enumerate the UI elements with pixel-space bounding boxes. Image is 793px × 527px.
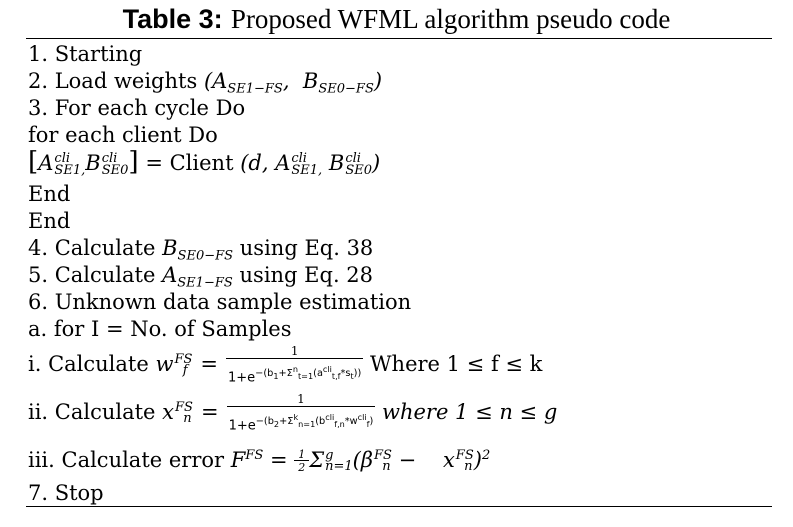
step-6ii: ii. Calculate x FS n = $\frac{1}{1+e^{-(b_2+\Sigma^k_{n=1}(b^{cli}_{f,n}*w^{cli}_f)}}$ where 1 ≤ n ≤ g — [28, 392, 558, 434]
step-4-formula: $B_{SE0-FS}$ — [162, 236, 234, 264]
end-line-1: End — [28, 182, 71, 206]
step-5-formula: $A_{SE1-FS}$ — [162, 263, 233, 291]
step-1: 1. Starting — [28, 42, 143, 66]
step-6i-label: i. Calculate — [28, 351, 149, 376]
table-label: Table 3: — [122, 4, 223, 34]
step-6iii — [28, 444, 490, 473]
step-6iii-label: iii. Calculate error — [28, 447, 225, 472]
client-update-args: (d, A cli SE1, B cli SE0 ) — [240, 150, 381, 178]
end-line-2: End — [28, 209, 71, 233]
step-6a: a. for I = No. of Samples — [28, 317, 292, 341]
step-6ii-where: where 1 ≤ n ≤ g — [381, 399, 558, 424]
step-6i-fraction: $\frac{1}{1+e^{-(b_1+\Sigma^n_{t=1}(a^{cli}_{t,f}*s_t))}}$ — [228, 344, 362, 386]
step-7: 7. Stop — [28, 481, 104, 505]
step-6iii-formula: $F^{FS}$ = $\frac{1}{2}$ Σ g n=1 (β FS n − x FS n )$^2$ — [230, 447, 491, 475]
step-4-label: 4. Calculate — [28, 236, 156, 260]
client-update-fn: = Client — [145, 151, 234, 175]
step-4-suffix: using Eq. 38 — [239, 236, 374, 260]
step-2-formula: ($A_{SE1-FS}$, $B_{SE0-FS}$) — [203, 69, 383, 97]
step-2-label: 2. Load weights — [28, 69, 198, 93]
step-5-label: 5. Calculate — [28, 263, 156, 287]
step-6ii-fraction: $\frac{1}{1+e^{-(b_2+\Sigma^k_{n=1}(b^{cli}_{f,n}*w^{cli}_f)}}$ — [228, 392, 374, 434]
step-6i-where: Where 1 ≤ f ≤ k — [369, 351, 543, 376]
step-5-suffix: using Eq. 28 — [239, 263, 374, 287]
bottom-rule — [26, 506, 772, 507]
top-rule — [26, 38, 772, 39]
table-title — [0, 4, 793, 35]
step-6i: i. Calculate w FS f = $\frac{1}{1+e^{-(b_1+\Sigma^n_{t=1}(a^{cli}_{t,f}*s_t))}}$ Where 1 ≤ f ≤ k — [28, 344, 543, 386]
client-update-lhs: [A cli SE1, B cli SE0 ] — [28, 147, 139, 178]
step-3: 3. For each cycle Do — [28, 96, 246, 120]
client-update-line — [28, 147, 381, 178]
step-6ii-lhs: x FS n — [162, 399, 193, 427]
step-6: 6. Unknown data sample estimation — [28, 290, 412, 314]
step-3b: for each client Do — [28, 123, 218, 147]
step-6i-lhs: w FS f — [155, 351, 193, 379]
table-caption: Proposed WFML algorithm pseudo code — [230, 4, 671, 34]
step-6ii-label: ii. Calculate — [28, 399, 156, 424]
